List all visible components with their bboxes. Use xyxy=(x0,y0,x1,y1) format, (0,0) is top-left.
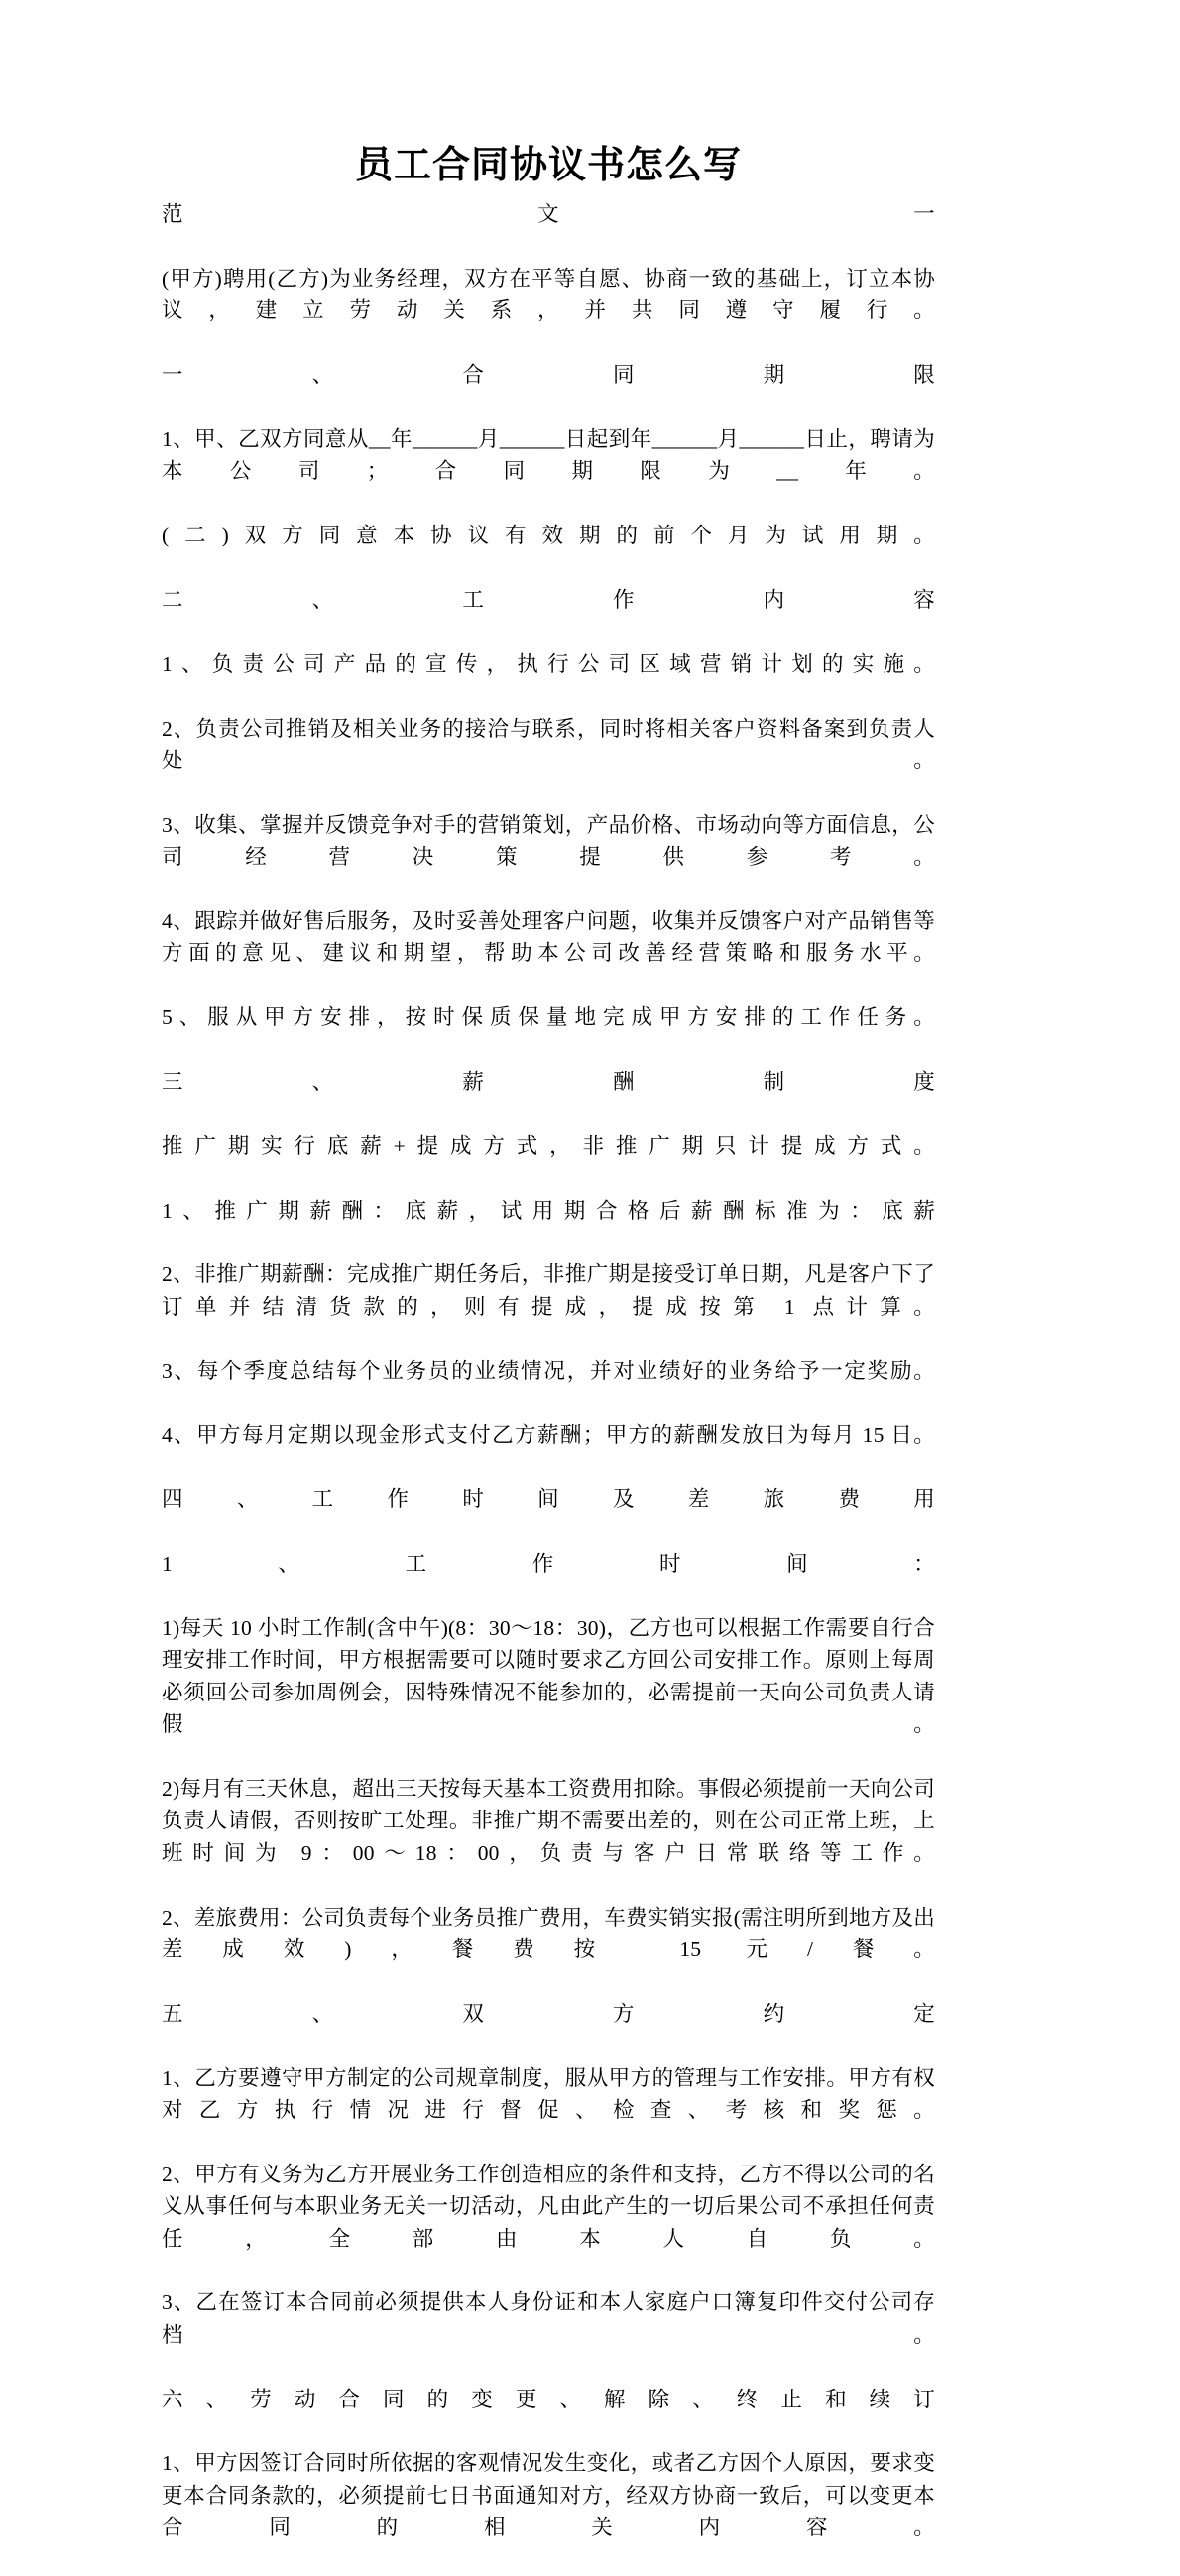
document-paragraph: 1、负责公司产品的宣传，执行公司区域营销计划的实施。 xyxy=(162,651,935,676)
document-paragraph: 1)每天 10 小时工作制(含中午)(8：30～18：30)，乙方也可以根据工作需要自行合理安排工作时间，甲方根据需要可以随时要求乙方回公司安排工作。原则上每周必须回公司参加周例会，因特殊情况不能参加的，必需提前一天向公司负责人请假。 xyxy=(162,1615,935,1737)
document-paragraph: 4、甲方每月定期以现金形式支付乙方薪酬；甲方的薪酬发放日为每月 15 日。 xyxy=(162,1423,935,1448)
document-paragraph: 2、负责公司推销及相关业务的接洽与联系，同时将相关客户资料备案到负责人处。 xyxy=(162,716,935,772)
document-paragraph: 范文一 xyxy=(162,202,935,226)
document-paragraph: 5、服从甲方安排，按时保质保量地完成甲方安排的工作任务。 xyxy=(162,1005,935,1030)
document-paragraph: 三、薪酬制度 xyxy=(162,1069,935,1094)
document-paragraph: 四、工作时间及差旅费用 xyxy=(162,1487,935,1512)
document-paragraph: 二、工作内容 xyxy=(162,587,935,612)
document-paragraph: 1、乙方要遵守甲方制定的公司规章制度，服从甲方的管理与工作安排。甲方有权对乙方执行情况进行督促、检查、考核和奖惩。 xyxy=(162,2065,935,2122)
document-paragraph: 一、合同期限 xyxy=(162,363,935,388)
document-paragraph: 1、工作时间： xyxy=(162,1552,935,1577)
document-paragraph: 2、非推广期薪酬：完成推广期任务后，非推广期是接受订单日期，凡是客户下了订单并结清货款的，则有提成，提成按第 1 点计算。 xyxy=(162,1262,935,1319)
document-paragraph: 1、推广期薪酬：底薪，试用期合格后薪酬标准为：底薪 xyxy=(162,1198,935,1223)
document-paragraph: (二)双方同意本协议有效期的前个月为试用期。 xyxy=(162,524,935,548)
document-paragraph: 2、甲方有义务为乙方开展业务工作创造相应的条件和支持，乙方不得以公司的名义从事任何与本职业务无关一切活动，凡由此产生的一切后果公司不承担任何责任，全部由本人自负。 xyxy=(162,2162,935,2251)
document-paragraph: 3、乙在签订本合同前必须提供本人身份证和本人家庭户口簿复印件交付公司存档。 xyxy=(162,2290,935,2347)
document-paragraph: 五、双方约定 xyxy=(162,2001,935,2026)
document-body xyxy=(162,139,935,2576)
document-paragraph: 推广期实行底薪+提成方式，非推广期只计提成方式。 xyxy=(162,1133,935,1158)
document-paragraph: 2、差旅费用：公司负责每个业务员推广费用，车费实销实报(需注明所到地方及出差成效)，餐费按 15 元/餐。 xyxy=(162,1905,935,1961)
document-paragraph: 3、收集、掌握并反馈竞争对手的营销策划，产品价格、市场动向等方面信息，公司经营决策提供参考。 xyxy=(162,812,935,870)
document-paragraph: 六、劳动合同的变更、解除、终止和续订 xyxy=(162,2387,935,2411)
document-paragraph: 1、甲方因签订合同时所依据的客观情况发生变化，或者乙方因个人原因，要求变更本合同条款的，必须提前七日书面通知对方，经双方协商一致后，可以变更本合同的相关内容。 xyxy=(162,2451,935,2540)
document-paragraph: 1、甲、乙双方同意从__年______月______日起到年______月______日止，聘请为本公司；合同期限为__年。 xyxy=(162,426,935,484)
paragraph-list xyxy=(162,198,935,2576)
document-paragraph: (甲方)聘用(乙方)为业务经理，双方在平等自愿、协商一致的基础上，订立本协议，建立劳动关系，并共同遵守履行。 xyxy=(162,266,935,323)
page-title: 员工合同协议书怎么写 xyxy=(354,145,742,186)
document-paragraph: 2)每月有三天休息，超出三天按每天基本工资费用扣除。事假必须提前一天向公司负责人请假，否则按旷工处理。非推广期不需要出差的，则在公司正常上班，上班时间为 9：00～18：00，负责与客户日常联络等工作。 xyxy=(162,1776,935,1865)
document-paragraph: 3、每个季度总结每个业务员的业绩情况，并对业绩好的业务给予一定奖励。 xyxy=(162,1358,935,1383)
document-paragraph: 4、跟踪并做好售后服务，及时妥善处理客户问题，收集并反馈客户对产品销售等方面的意见、建议和期望，帮助本公司改善经营策略和服务水平。 xyxy=(162,908,935,966)
